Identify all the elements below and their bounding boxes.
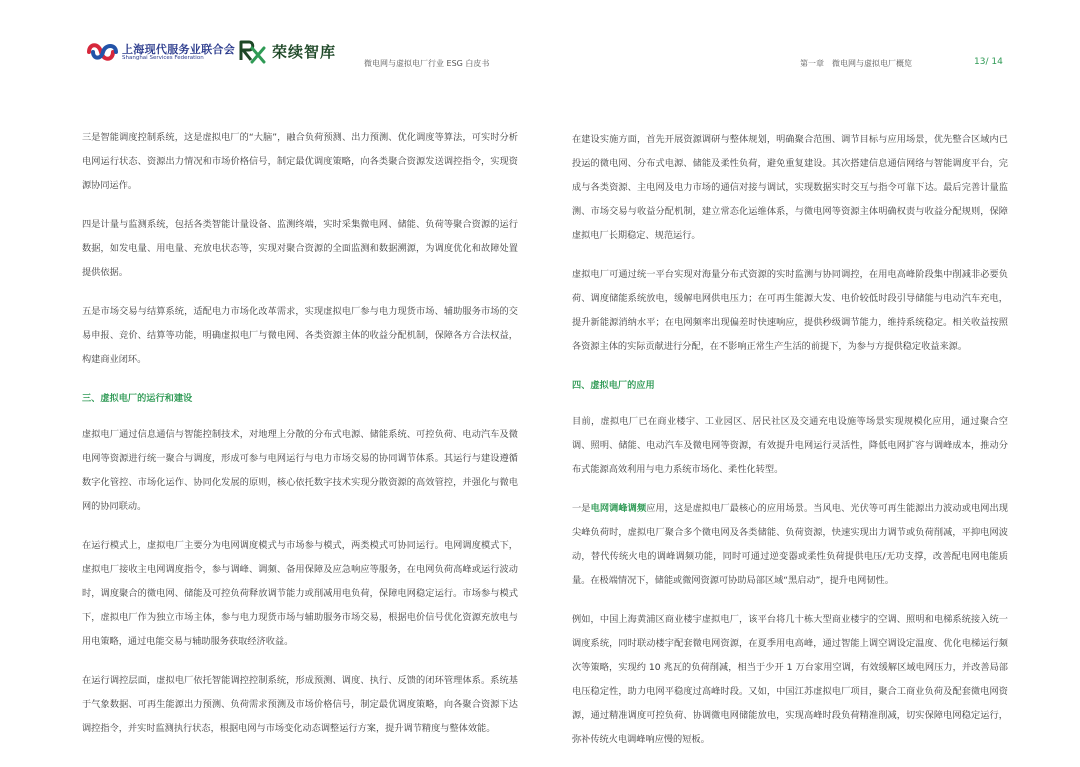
ssf-logo — [86, 40, 235, 66]
paragraph-body: 应用，这是虚拟电厂最核心的应用场景。当风电、光伏等可再生能源出力波动或电网出现尖峰负荷时，虚拟电厂聚合多个微电网及各类储能、负荷资源，快速实现出力调节或负荷削减，平抑电网波动，替代传统火电的调峰调频功能，同时可通过逆变器或柔性负荷提供电压/无功支撑，改善配电网电能质量。在极端情况下，储能或微网资源可协助局部区域“黑启动”，提升电网韧性。 — [572, 503, 1009, 586]
paragraph: 五是市场交易与结算系统，适配电力市场化改革需求，实现虚拟电厂参与电力现货市场、辅助服务市场的交易申报、竞价、结算等功能，明确虚拟电厂与微电网、各类资源主体的收益分配机制，保障各方合法权益，构建商业闭环。 — [82, 306, 518, 365]
paragraph: 例如，中国上海黄浦区商业楼宇虚拟电厂，该平台将几十栋大型商业楼宇的空调、照明和电梯系统接入统一调度系统，同时联动楼宇配套微电网资源，在夏季用电高峰，通过智能上调空调设定温度、优化电梯运行频次等策略，实现约 10 兆瓦的负荷削减，相当于少开 1 万台家用空调，有效缓解区域电网压力，并改善局部电压稳定性，助力电网平稳度过高峰时段。又如，中国江苏虚拟电厂项目，聚合工商业负荷及配套微电网资源，通过精准调度可控负荷、协调微电网储能放电，实现高峰时段负荷精准削减，切实保障电网稳定运行，弥补传统火电调峰响应慢的短板。 — [572, 614, 1008, 745]
paragraph: 在运行模式上，虚拟电厂主要分为电网调度模式与市场参与模式，两类模式可协同运行。电网调度模式下，虚拟电厂接收主电网调度指令，参与调峰、调频、备用保障及应急响应等服务，在电网负荷高峰或运行波动时，调度聚合的微电网、储能及可控负荷释放调节能力或削减用电负荷，保障电网稳定运行。市场参与模式下，虚拟电厂作为独立市场主体，参与电力现货市场与辅助服务市场交易，根据电价信号优化资源充放电与用电策略，通过电能交易与辅助服务获取经济收益。 — [82, 540, 518, 647]
page-header — [0, 0, 1080, 80]
rongxu-name-cn: 荣续智库 — [272, 43, 337, 61]
ssf-name-en: Shanghai Services Federation — [122, 55, 204, 61]
rongxu-logo-icon — [238, 38, 268, 64]
paragraph: 四是计量与监测系统，包括各类智能计量设备、监测终端，实时采集微电网、储能、负荷等聚合资源的运行数据，如发电量、用电量、充放电状态等，实现对聚合资源的全面监测和数据溯源，为调度优化和故障处置提供依据。 — [82, 219, 518, 278]
paragraph: 虚拟电厂可通过统一平台实现对海量分布式资源的实时监测与协同调控，在用电高峰阶段集中削减非必要负荷、调度储能系统放电，缓解电网供电压力；在可再生能源大发、电价较低时段引导储能与电动汽车充电，提升新能源消纳水平；在电网频率出现偏差时快速响应，提供秒级调节能力，维持系统稳定。相关收益按照各资源主体的实际贡献进行分配，在不影响正常生产生活的前提下，为参与方提供稳定收益来源。 — [572, 269, 1008, 352]
paragraph — [572, 497, 1008, 593]
right-column — [572, 128, 1008, 767]
page-number: 13/ 14 — [974, 57, 1003, 67]
paragraph: 在运行调控层面，虚拟电厂依托智能调控控制系统，形成预测、调度、执行、反馈的闭环管理体系。系统基于气象数据、可再生能源出力预测、负荷需求预测及市场价格信号，制定最优调度策略，向各聚合资源下达调控指令，并实时监测执行状态，根据电网与市场变化动态调整运行方案，提升调节精度与整体效能。 — [82, 675, 518, 734]
paragraph: 在建设实施方面，首先开展资源调研与整体规划，明确聚合范围、调节目标与应用场景，优先整合区域内已投运的微电网、分布式电源、储能及柔性负荷，避免重复建设。其次搭建信息通信网络与智能调度平台，完成与各类资源、主电网及电力市场的通信对接与调试，实现数据实时交互与指令可靠下达。最后完善计量监测、市场交易与收益分配机制，建立常态化运维体系，与微电网等资源主体明确权责与收益分配规则，保障虚拟电厂长期稳定、规范运行。 — [572, 134, 1008, 241]
paragraph-lead: 一是 — [572, 503, 591, 514]
paragraph: 虚拟电厂通过信息通信与智能控制技术，对地理上分散的分布式电源、储能系统、可控负荷、电动汽车及微电网等资源进行统一聚合与调度，形成可参与电网运行与电力市场交易的协同调节体系。其运行与建设遵循数字化管控、市场化运作、协同化发展的原则，核心依托数字技术实现分散资源的高效管控，并强化与微电网的协同联动。 — [82, 429, 518, 512]
rongxu-logo — [238, 38, 348, 64]
paragraph: 三是智能调度控制系统，这是虚拟电厂的“大脑”，融合负荷预测、出力预测、优化调度等算法，可实时分析电网运行状态、资源出力情况和市场价格信号，制定最优调度策略，向各类聚合资源发送调控指令，实现资源协同运作。 — [82, 132, 518, 191]
chapter-title: 第一章 微电网与虚拟电厂概览 — [800, 59, 912, 68]
section-heading: 三、虚拟电厂的运行和建设 — [82, 393, 193, 404]
left-column — [82, 126, 518, 756]
paragraph: 目前，虚拟电厂已在商业楼宇、工业园区、居民社区及交通充电设施等场景实现规模化应用，通过聚合空调、照明、储能、电动汽车及微电网等资源，有效提升电网运行灵活性，降低电网扩容与调峰成本，推动分布式能源高效利用与电力系统市场化、柔性化转型。 — [572, 416, 1008, 475]
ssf-name-cn: 上海现代服务业联合会 — [122, 43, 235, 56]
highlight-term: 电网调峰调频 — [590, 503, 647, 514]
section-heading: 四、虚拟电厂的应用 — [572, 380, 655, 391]
document-title: 微电网与虚拟电厂行业 ESG 白皮书 — [364, 59, 490, 68]
ssf-logo-icon — [86, 40, 120, 64]
